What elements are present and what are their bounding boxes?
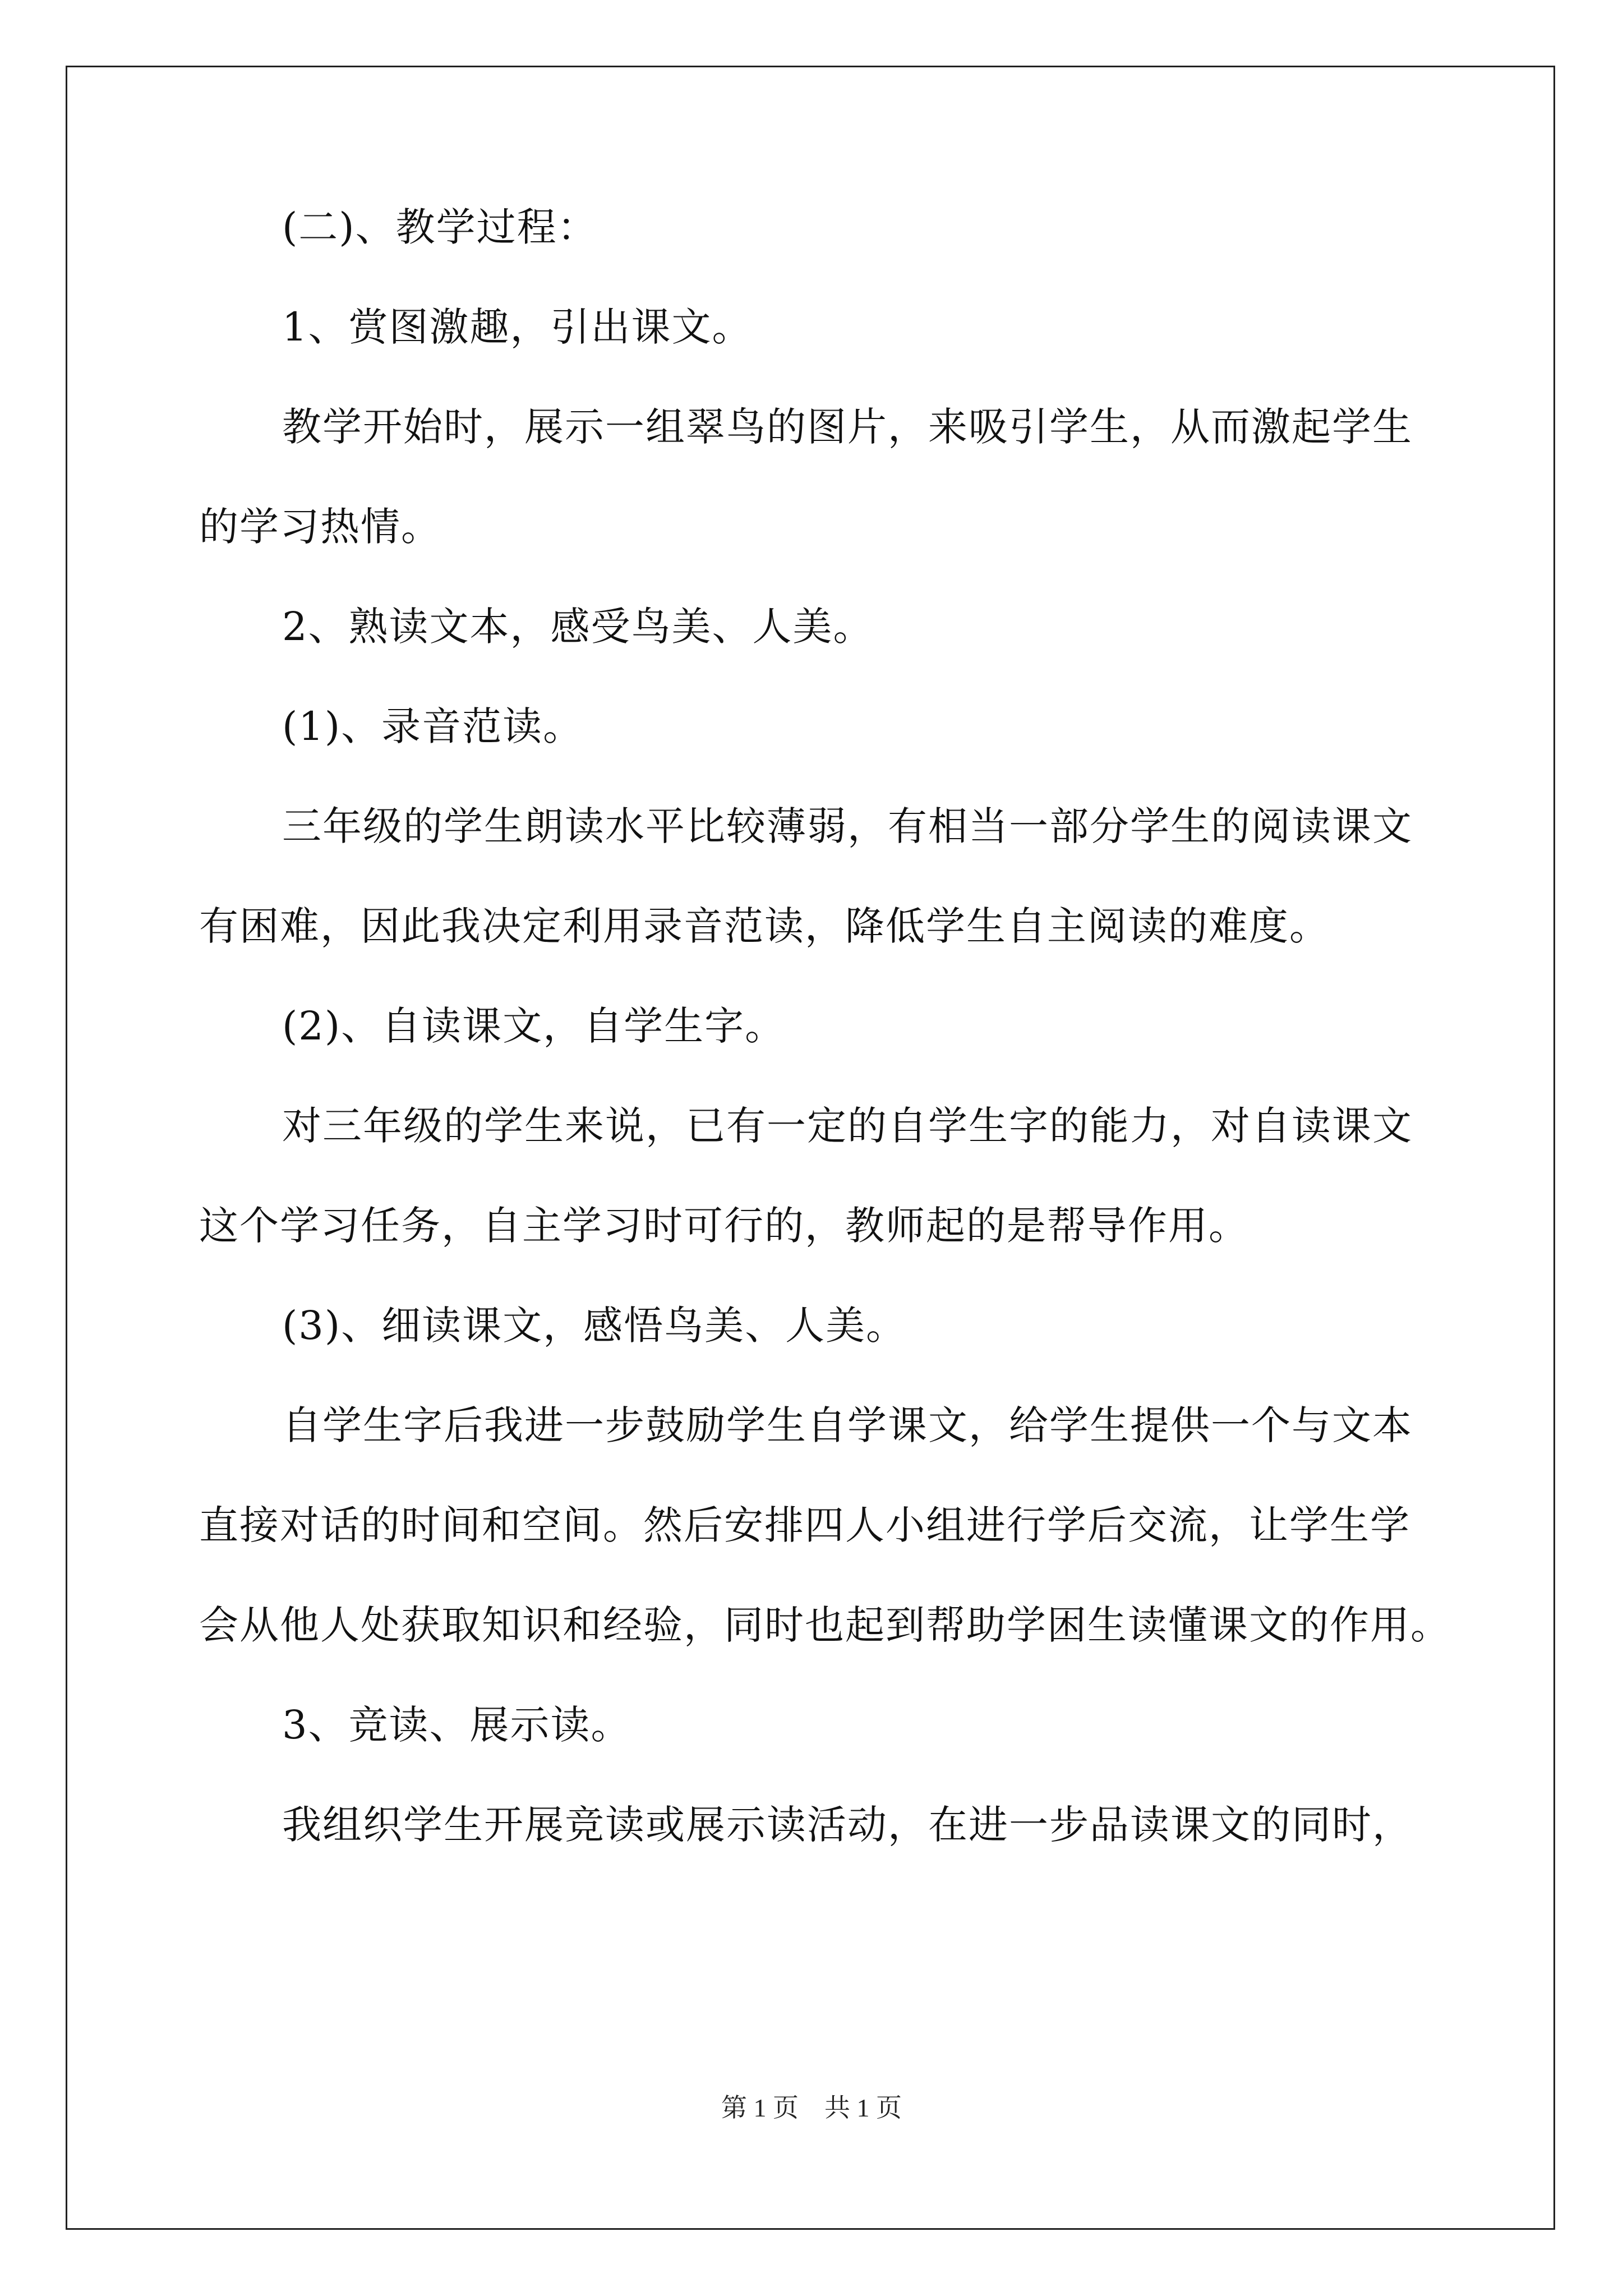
paragraph-line: 教学开始时，展示一组翠鸟的图片，来吸引学生，从而激起学生 bbox=[282, 404, 1413, 450]
page-number: 第 1 页 共 1 页 bbox=[721, 2093, 902, 2122]
subheading-1: 1、赏图激趣，引出课文。 bbox=[282, 304, 753, 350]
subheading-2-3: (3)、细读课文，感悟鸟美、人美。 bbox=[282, 1303, 907, 1349]
paragraph-line: 直接对话的时间和空间。然后安排四人小组进行学后交流，让学生学 bbox=[199, 1502, 1410, 1548]
subheading-3: 3、竞读、展示读。 bbox=[282, 1702, 631, 1748]
subheading-2-1: (1)、录音范读。 bbox=[282, 703, 584, 749]
paragraph-line: 我组织学生开展竞读或展示读活动，在进一步品读课文的同时， bbox=[282, 1802, 1413, 1848]
paragraph-line: 有困难，因此我决定利用录音范读，降低学生自主阅读的难度。 bbox=[199, 903, 1330, 949]
section-heading: (二)、教学过程： bbox=[282, 204, 598, 250]
paragraph-line: 会从他人处获取知识和经验，同时也起到帮助学困生读懂课文的作用。 bbox=[199, 1602, 1451, 1648]
paragraph-line: 对三年级的学生来说，已有一定的自学生字的能力，对自读课文 bbox=[282, 1103, 1413, 1149]
paragraph-line: 三年级的学生朗读水平比较薄弱，有相当一部分学生的阅读课文 bbox=[282, 803, 1413, 849]
subheading-2: 2、熟读文本，感受鸟美、人美。 bbox=[282, 604, 874, 650]
paragraph-line: 这个学习任务，自主学习时可行的，教师起的是帮导作用。 bbox=[199, 1203, 1249, 1249]
paragraph-line: 的学习热情。 bbox=[199, 504, 441, 550]
paragraph-line: 自学生字后我进一步鼓励学生自学课文，给学生提供一个与文本 bbox=[282, 1402, 1413, 1448]
subheading-2-2: (2)、自读课文，自学生字。 bbox=[282, 1003, 786, 1049]
